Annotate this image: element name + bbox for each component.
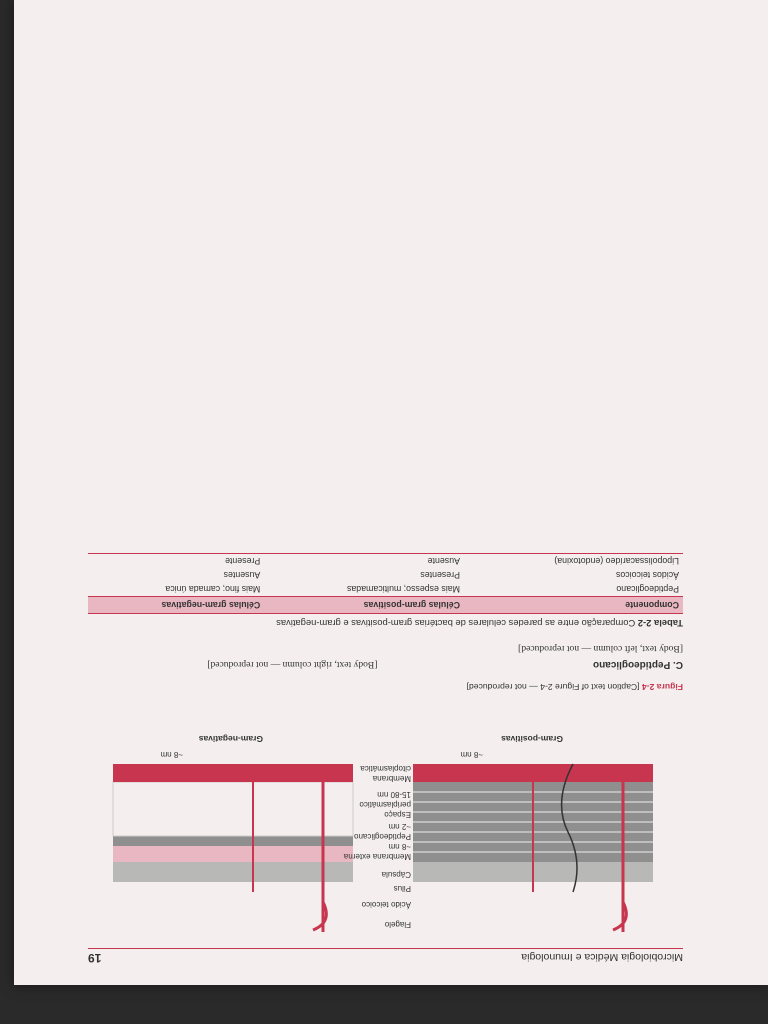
label-peptideoglicano-thickness: ~2 nm [388, 822, 411, 831]
figure-cell-walls [88, 700, 683, 932]
label-membrana-externa: Membrana externa [343, 852, 411, 861]
figure-label: Figura 2-4 [641, 682, 683, 692]
capsule-layer-right [113, 862, 353, 882]
label-peptideoglicano: Peptideoglicano [354, 832, 411, 841]
table-row [88, 568, 683, 582]
table-cell: Mais fino; camada única [165, 584, 261, 595]
running-header [88, 948, 683, 965]
figure-caption [88, 681, 683, 692]
book-title: Microbiologia Médica e Imunologia [521, 951, 683, 963]
table-title [88, 618, 683, 629]
label-capsula: Cápsula [381, 870, 411, 879]
gram-positive-panel [413, 764, 653, 932]
label-membrana: Membrana [372, 774, 411, 783]
table-cell: Peptideoglicano [616, 584, 679, 595]
label-gram-pos-wall-thickness: 15-80 nm [377, 790, 411, 799]
body-columns [88, 641, 683, 670]
table-cell: Ausente [264, 554, 464, 569]
body-column-right [88, 641, 378, 670]
label-espaco: Espaço [384, 810, 411, 819]
table-cell: Lipopolissacarídeo (endotoxina) [464, 554, 683, 569]
cytoplasmic-membrane-right [113, 764, 353, 782]
table-cell: Presentes [420, 570, 460, 581]
label-citoplasmatica: citoplasmática [360, 764, 411, 773]
comparison-table [88, 553, 683, 614]
label-pilus: Pilus [393, 884, 411, 893]
label-membrana-externa-thickness: ~8 nm [388, 842, 411, 851]
label-periplasmatico: periplasmático [359, 800, 411, 809]
gram-negative-panel [113, 764, 353, 932]
label-gram-neg-membrane-thickness: ~8 nm [160, 750, 183, 759]
table-2-2 [88, 553, 683, 629]
outer-membrane [113, 846, 353, 862]
book-page-upside-down [14, 0, 768, 985]
label-gram-pos-membrane-thickness: ~8 nm [460, 750, 483, 759]
label-gram-negativas: Gram-negativas [198, 734, 263, 744]
peptidoglycan-thin-layer [113, 836, 353, 846]
table-cell: Presente [88, 554, 264, 569]
body-text-left: [Body text, left column — not reproduced] [518, 642, 683, 654]
periplasmic-space [113, 782, 353, 836]
label-flagelo: Flagelo [384, 920, 411, 929]
label-gram-positivas: Gram-positivas [501, 734, 563, 744]
table-cell: Ausentes [223, 570, 261, 581]
body-column-left [394, 641, 684, 670]
page-number: 19 [88, 951, 102, 965]
table-label: Tabela 2-2 [637, 618, 683, 630]
table-header-cell: Células gram-negativas [88, 597, 264, 614]
cell-wall-diagram [88, 700, 683, 932]
table-header-cell: Componente [464, 597, 683, 614]
body-text-right: [Body text, right column — not reproduced] [207, 658, 378, 670]
table-cell: Mais espesso; multicamadas [346, 584, 460, 595]
table-row [88, 554, 683, 569]
figure-caption-text: [Caption text of Figure 2-4 — not reproduced] [466, 682, 640, 692]
page-content [88, 553, 683, 965]
table-header-row [88, 597, 683, 614]
table-row [88, 582, 683, 597]
section-heading: C. Peptideoglicano [592, 658, 683, 670]
table-title-text: Comparação entre as paredes celulares de bactérias gram-positivas e gram-negativas [276, 618, 636, 630]
table-cell: Ácidos teicoicos [615, 570, 679, 581]
table-header-cell: Células gram-positivas [264, 597, 464, 614]
label-acido-teicoico: Ácido teicoico [361, 900, 411, 909]
